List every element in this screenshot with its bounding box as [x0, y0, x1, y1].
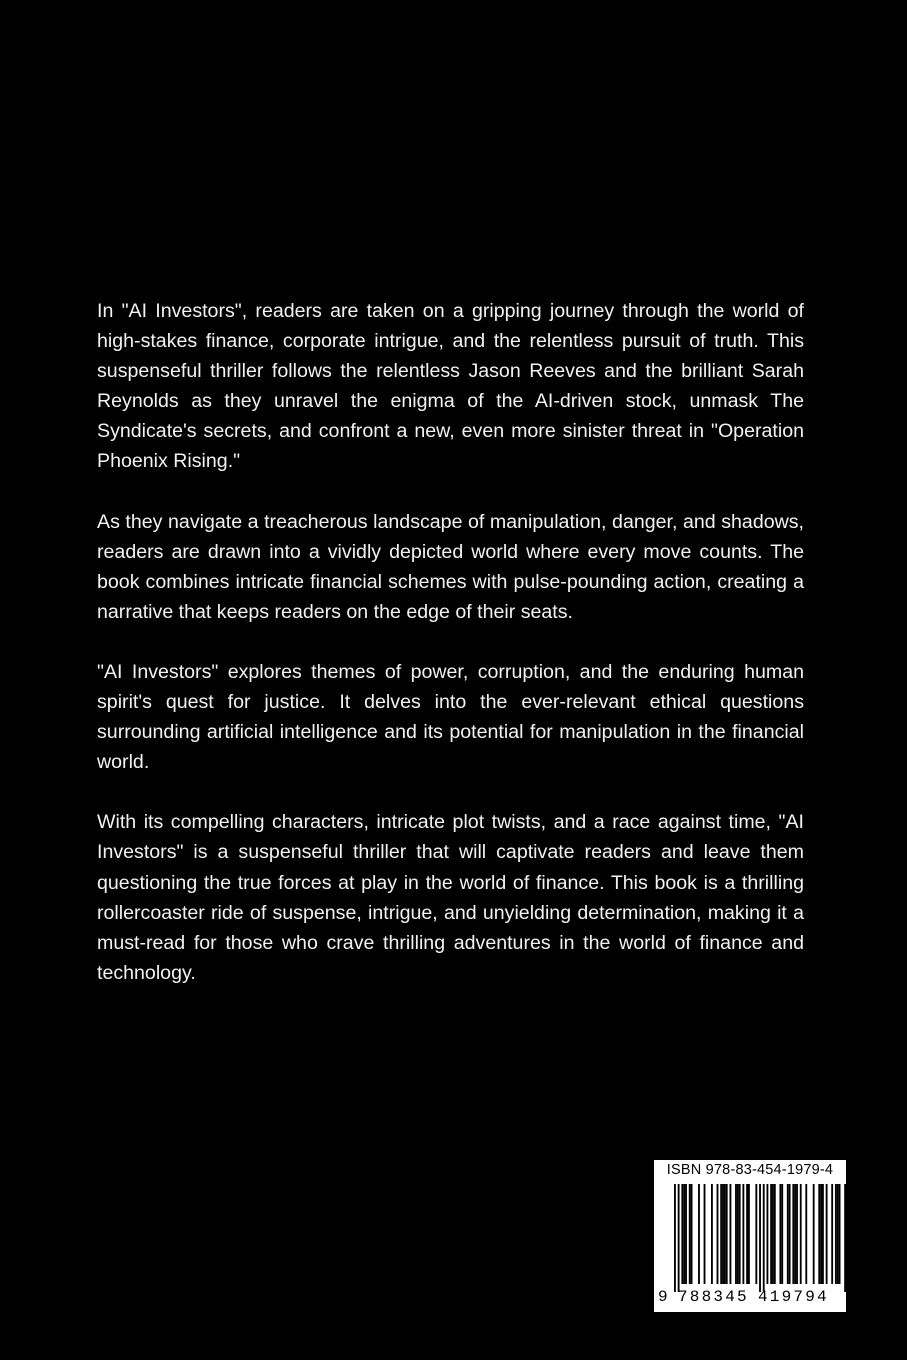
barcode-guard-bar [763, 1184, 765, 1292]
barcode-bar [704, 1184, 706, 1284]
barcode-bar [724, 1184, 726, 1284]
barcode-bar [813, 1184, 815, 1284]
barcode-guard-bar [844, 1184, 846, 1292]
barcode-bar [792, 1184, 794, 1284]
barcode-guard-bar [759, 1184, 761, 1292]
barcode-guard-bar [674, 1184, 676, 1292]
barcode-bar [839, 1184, 841, 1284]
barcode-bar [720, 1184, 722, 1284]
blurb-paragraph-4: With its compelling characters, intricate plot twists, and a race against time, "AI Investors" is a suspenseful thriller that will captivate readers and leave them questioning the true forces at play in the world of finance. This book is a thrilling rollercoaster ride of suspense, intrigue, and unyielding determination, making it a must-read for those who crave thrilling adventures in the world of finance and technology. [97, 811, 804, 984]
barcode-bar [805, 1184, 807, 1284]
barcode-bar [837, 1184, 839, 1284]
barcode-bar [735, 1184, 737, 1284]
barcode-bar [698, 1184, 700, 1284]
barcode-bar [789, 1184, 791, 1284]
blurb-paragraph-2: As they navigate a treacherous landscape of manipulation, danger, and shadows, readers are drawn into a vividly depicted world where every move counts. The book combines intricate financial schemes with pulse-pounding action, creating a narrative that keeps readers on the edge of their seats. [97, 510, 804, 623]
barcode-bar [746, 1184, 748, 1284]
barcode-guard-bar [678, 1184, 680, 1292]
isbn-label: ISBN 978-83-454-1979-4 [666, 1162, 834, 1178]
barcode-bar [683, 1184, 685, 1284]
barcode-bar [818, 1184, 820, 1284]
barcode-bar [781, 1184, 783, 1284]
barcode-bar [685, 1184, 687, 1284]
barcode-bar [730, 1184, 732, 1284]
barcode-digit-lead: 9 [658, 1288, 668, 1306]
barcode-bar [820, 1184, 822, 1284]
barcode-bar [826, 1184, 828, 1284]
barcode-bar [681, 1184, 683, 1284]
barcode-bar [772, 1184, 774, 1284]
back-cover-blurb [97, 296, 804, 1018]
blurb-paragraph-1: In "AI Investors", readers are taken on a gripping journey through the world of high-stakes finance, corporate intrigue, and the relentless pursuit of truth. This suspenseful thriller follows the relentless Jason Reeves and the brilliant Sarah Reynolds as they unravel the enigma of the AI-driven stock, unmask The Syndicate's secrets, and confront a new, even more sinister threat in "Operation Phoenix Rising." [97, 300, 804, 473]
barcode-bar [787, 1184, 789, 1284]
barcode-bar [796, 1184, 798, 1284]
barcode-bar [739, 1184, 741, 1284]
barcode-bar [717, 1184, 719, 1284]
barcode-bar [691, 1184, 693, 1284]
barcode-bar [831, 1184, 833, 1284]
barcode-digits-left: 788345 [678, 1288, 749, 1306]
isbn-barcode [654, 1160, 846, 1312]
barcode-bar [722, 1184, 724, 1284]
barcode-bar [779, 1184, 781, 1284]
barcode-bar [748, 1184, 750, 1284]
barcode-bar [711, 1184, 713, 1284]
barcode-bar [755, 1184, 757, 1284]
barcode-digits-right: 419794 [758, 1288, 829, 1306]
barcode-bar [835, 1184, 837, 1284]
barcode-bar [737, 1184, 739, 1284]
barcode-bar [774, 1184, 776, 1284]
barcode-bar [794, 1184, 796, 1284]
barcode-bar [800, 1184, 802, 1284]
barcode-bar [689, 1184, 691, 1284]
barcode-bar [742, 1184, 744, 1284]
barcode-bar [726, 1184, 728, 1284]
barcode-bar [767, 1184, 769, 1284]
barcode-bar [770, 1184, 772, 1284]
blurb-paragraph-3: "AI Investors" explores themes of power, corruption, and the enduring human spirit's quest for justice. It delves into the ever-relevant ethical questions surrounding artificial intelligence and its potential for manipulation in the financial world. [97, 660, 804, 774]
barcode-bar [822, 1184, 824, 1284]
